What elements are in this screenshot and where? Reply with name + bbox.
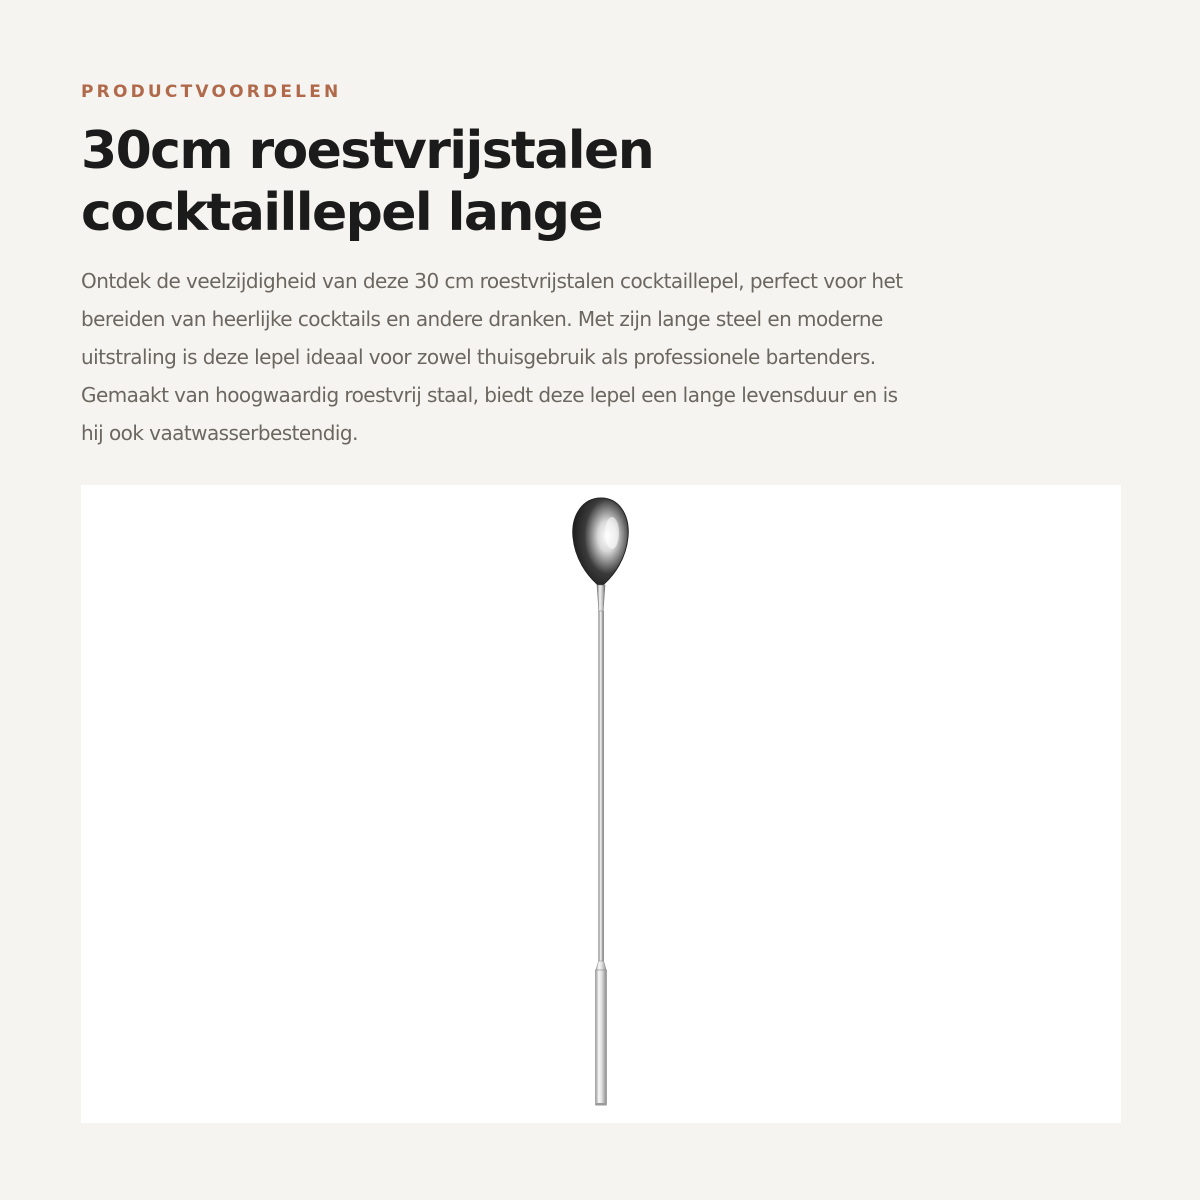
spoon-handle	[596, 970, 607, 1105]
bowl-highlight	[605, 517, 619, 549]
description-line: Gemaakt van hoogwaardig roestvrij staal, biedt deze lepel een lange levensduur en is	[81, 383, 898, 407]
description-line: Ontdek de veelzijdigheid van deze 30 cm roestvrijstalen cocktaillepel, perfect voor het	[81, 269, 903, 293]
title-line: cocktaillepel lange	[81, 183, 603, 243]
product-image	[81, 485, 1121, 1123]
description-line: bereiden van heerlijke cocktails en andere dranken. Met zijn lange steel en moderne	[81, 307, 883, 331]
section-eyebrow: PRODUCTVOORDELEN	[81, 82, 342, 102]
description-line: hij ook vaatwasserbestendig.	[81, 421, 358, 445]
title-line: 30cm roestvrijstalen	[81, 121, 654, 181]
page-title	[81, 120, 1081, 244]
spoon-stem	[599, 611, 604, 963]
description-line: uitstraling is deze lepel ideaal voor zowel thuisgebruik als professionele bartenders.	[81, 345, 876, 369]
handle-end-cap	[596, 1103, 607, 1106]
product-description	[81, 262, 1081, 452]
spoon-taper	[596, 961, 607, 971]
cocktail-spoon-illustration	[81, 485, 1121, 1123]
spoon-neck	[597, 585, 605, 613]
spoon-bowl	[573, 498, 628, 589]
